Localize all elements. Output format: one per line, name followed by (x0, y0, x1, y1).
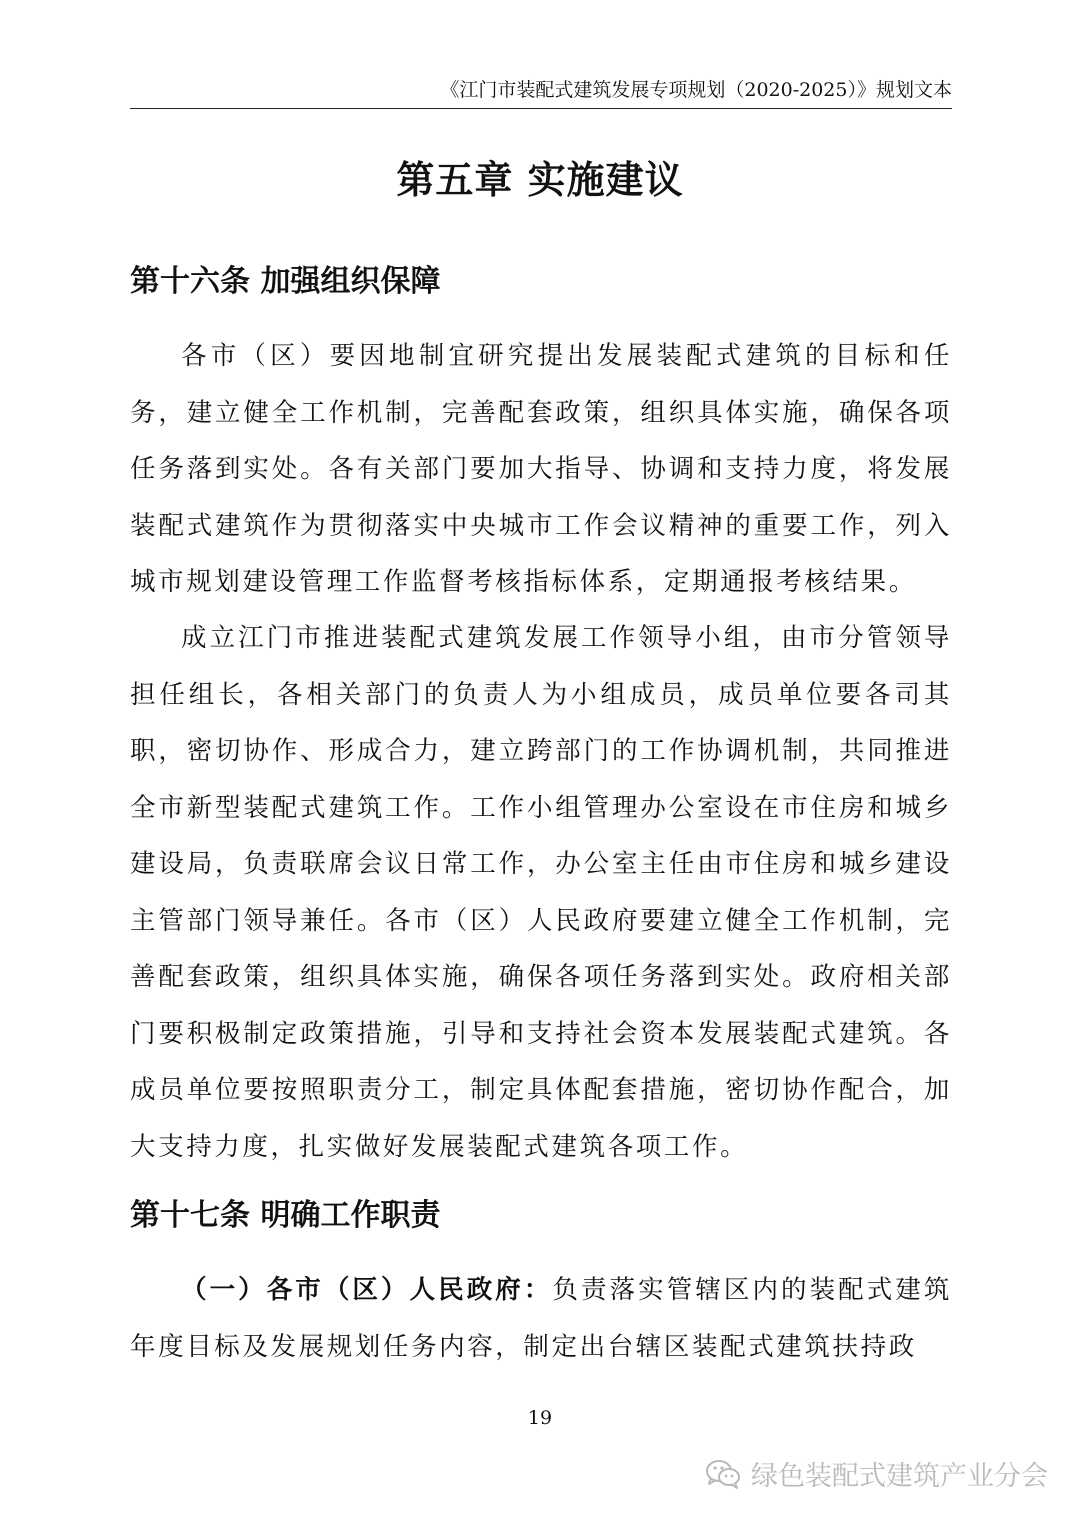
wechat-icon (705, 1459, 741, 1489)
page-number: 19 (527, 1407, 553, 1429)
article-16-title: 第十六条 加强组织保障 (130, 264, 441, 299)
item-1-text: 负责落实管辖区内的装配式建筑年度目标及发展规划任务内容，制定出台辖区装配式建筑扶持政 (130, 1275, 952, 1362)
watermark-text: 绿色装配式建筑产业分会 (751, 1461, 1048, 1492)
article-16-paragraph-2: 成立江门市推进装配式建筑发展工作领导小组，由市分管领导担任组长，各相关部门的负责人为小组成员，成员单位要各司其职，密切协作、形成合力，建立跨部门的工作协调机制，共同推进全市新型装配式建筑工作。工作小组管理办公室设在市住房和城乡建设局，负责联席会议日常工作，办公室主任由市住房和城乡建设主管部门领导兼任。各市（区）人民政府要建立健全工作机制，完善配套政策，组织具体实施，确保各项任务落到实处。政府相关部门要积极制定政策措施，引导和支持社会资本发展装配式建筑。各成员单位要按照职责分工，制定具体配套措施，密切协作配合，加大支持力度，扎实做好发展装配式建筑各项工作。 (130, 623, 952, 1162)
chapter-title: 第五章 实施建议 (396, 158, 684, 202)
item-1-lead: （一）各市（区）人民政府： (181, 1275, 553, 1305)
running-header: 《江门市装配式建筑发展专项规划（2020-2025）》规划文本 (440, 79, 952, 101)
header-divider (130, 108, 952, 109)
article-17-item-1 (130, 1262, 952, 1375)
article-17-title: 第十七条 明确工作职责 (130, 1198, 441, 1233)
article-16-paragraph-1: 各市（区）要因地制宜研究提出发展装配式建筑的目标和任务，建立健全工作机制，完善配套政策，组织具体实施，确保各项任务落到实处。各有关部门要加大指导、协调和支持力度，将发展装配式建筑作为贯彻落实中央城市工作会议精神的重要工作，列入城市规划建设管理工作监督考核指标体系，定期通报考核结果。 (130, 341, 952, 597)
watermark (705, 1454, 1048, 1493)
